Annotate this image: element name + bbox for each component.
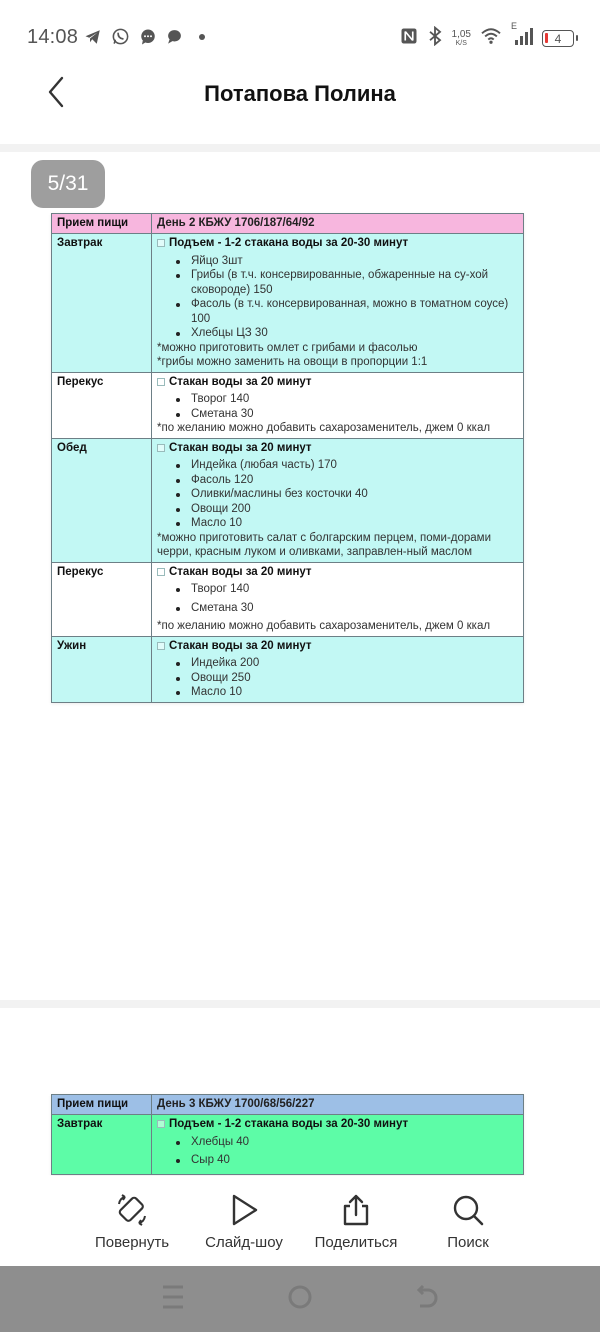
- rotate-button[interactable]: [76, 1176, 188, 1266]
- meal-name: Обед: [52, 438, 152, 562]
- share-button[interactable]: [300, 1176, 412, 1266]
- meal-note: *грибы можно заменить на овощи в пропорции 1:1: [157, 356, 428, 368]
- list-item: Сыр 40: [175, 1153, 518, 1168]
- meal-note: *по желанию можно добавить сахарозаменитель, джем 0 ккал: [157, 620, 491, 632]
- telegram-icon: [84, 28, 102, 46]
- header-meal-column: Прием пищи: [52, 1095, 152, 1115]
- slideshow-button[interactable]: [188, 1176, 300, 1266]
- system-nav-bar: [0, 1266, 600, 1332]
- network-speed: 1,05 K/S: [451, 28, 471, 47]
- meal-note: *по желанию можно добавить сахарозаменитель, джем 0 ккал: [157, 422, 491, 434]
- page-counter: 5/31: [31, 160, 105, 208]
- list-item: Сметана 30: [175, 601, 518, 616]
- slideshow-label: Слайд-шоу: [205, 1234, 283, 1251]
- food-list: [157, 1135, 518, 1168]
- nfc-icon: [400, 27, 418, 50]
- dot-icon: [198, 33, 206, 41]
- list-item: Творог 140: [175, 392, 518, 407]
- food-list: [157, 656, 518, 700]
- list-item: Фасоль (в т.ч. консервированная, можно в томатном соусе) 100: [175, 297, 518, 326]
- meal-name: Завтрак: [52, 1115, 152, 1175]
- meal-content: [152, 1115, 524, 1175]
- search-button[interactable]: [412, 1176, 524, 1266]
- table-row: [52, 234, 524, 373]
- water-instruction: Стакан воды за 20 минут: [169, 441, 312, 454]
- wifi-icon: [480, 27, 502, 50]
- home-icon: [287, 1284, 313, 1315]
- share-label: Поделиться: [314, 1234, 398, 1251]
- page-separator: [0, 1000, 600, 1008]
- checkbox-icon: [157, 1120, 165, 1128]
- table-row: [52, 636, 524, 702]
- list-item: Масло 10: [175, 516, 518, 531]
- meal-name: Перекус: [52, 562, 152, 636]
- search-icon: [450, 1192, 486, 1228]
- notification-icons: [84, 27, 206, 46]
- header-meal-column: Прием пищи: [52, 214, 152, 234]
- meal-content: [152, 438, 524, 562]
- bluetooth-icon: [427, 26, 443, 51]
- meal-content: [152, 562, 524, 636]
- water-instruction: Стакан воды за 20 минут: [169, 639, 312, 652]
- food-list: [157, 254, 518, 341]
- list-item: Индейка (любая часть) 170: [175, 458, 518, 473]
- recents-button[interactable]: [153, 1279, 193, 1319]
- table-header-row: [52, 214, 524, 234]
- checkbox-icon: [157, 642, 165, 650]
- bottom-toolbar: [0, 1176, 600, 1266]
- status-right-icons: [400, 21, 574, 51]
- signal-icon: E: [511, 26, 533, 51]
- list-item: Творог 140: [175, 582, 518, 597]
- menu-icon: [161, 1284, 185, 1315]
- checkbox-icon: [157, 378, 165, 386]
- table-row: [52, 562, 524, 636]
- water-instruction: Подъем - 1-2 стакана воды за 20-30 минут: [169, 237, 409, 249]
- checkbox-icon: [157, 568, 165, 576]
- day2-meal-table: [51, 213, 524, 703]
- battery-icon: 4: [542, 30, 574, 47]
- water-instruction: Стакан воды за 20 минут: [169, 375, 312, 388]
- whatsapp-icon: [111, 27, 130, 46]
- checkbox-icon: [157, 444, 165, 452]
- meal-note: *можно приготовить салат с болгарским перцем, поми-дорами черри, красным луком и оливками, заправлен-ный маслом: [157, 531, 491, 558]
- share-icon: [338, 1192, 374, 1228]
- list-item: Овощи 200: [175, 502, 518, 517]
- day3-meal-table: [51, 1094, 524, 1175]
- list-item: Яйцо 3шт: [175, 254, 518, 269]
- status-time: 14:08: [27, 26, 79, 48]
- back-icon: [414, 1284, 440, 1315]
- search-label: Поиск: [447, 1234, 489, 1251]
- app-header: [0, 76, 600, 144]
- list-item: Хлебцы 40: [175, 1135, 518, 1150]
- header-day-column: День 3 КБЖУ 1700/68/56/227: [152, 1095, 524, 1115]
- list-item: Фасоль 120: [175, 473, 518, 488]
- list-item: Хлебцы ЦЗ 30: [175, 326, 518, 341]
- page-separator: [0, 144, 600, 152]
- back-nav-button[interactable]: [407, 1279, 447, 1319]
- page-title: Потапова Полина: [204, 81, 396, 106]
- food-list: [157, 582, 518, 615]
- rotate-icon: [114, 1192, 150, 1228]
- table-row: [52, 1115, 524, 1175]
- table-row: [52, 438, 524, 562]
- table-row: [52, 372, 524, 438]
- meal-name: Завтрак: [52, 234, 152, 373]
- home-button[interactable]: [280, 1279, 320, 1319]
- list-item: Масло 10: [175, 685, 518, 700]
- food-list: [157, 458, 518, 531]
- play-icon: [226, 1192, 262, 1228]
- water-instruction: Подъем - 1-2 стакана воды за 20-30 минут: [169, 1118, 409, 1130]
- list-item: Оливки/маслины без косточки 40: [175, 487, 518, 502]
- meal-note: *можно приготовить омлет с грибами и фасолью: [157, 341, 418, 354]
- chat-bubble-icon: [139, 28, 157, 46]
- list-item: Сметана 30: [175, 407, 518, 422]
- meal-content: [152, 234, 524, 373]
- list-item: Индейка 200: [175, 656, 518, 671]
- rotate-label: Повернуть: [94, 1234, 170, 1251]
- header-day-column: День 2 КБЖУ 1706/187/64/92: [152, 214, 524, 234]
- water-instruction: Стакан воды за 20 минут: [169, 565, 312, 578]
- message-icon: [166, 28, 183, 45]
- table-header-row: [52, 1095, 524, 1115]
- meal-content: [152, 636, 524, 702]
- list-item: Грибы (в т.ч. консервированные, обжаренные на су-хой сковороде) 150: [175, 268, 518, 297]
- meal-content: [152, 372, 524, 438]
- status-bar: [0, 0, 600, 76]
- list-item: Овощи 250: [175, 671, 518, 686]
- food-list: [157, 392, 518, 421]
- checkbox-icon: [157, 239, 165, 247]
- document-viewer[interactable]: [0, 144, 600, 1176]
- meal-name: Перекус: [52, 372, 152, 438]
- meal-name: Ужин: [52, 636, 152, 702]
